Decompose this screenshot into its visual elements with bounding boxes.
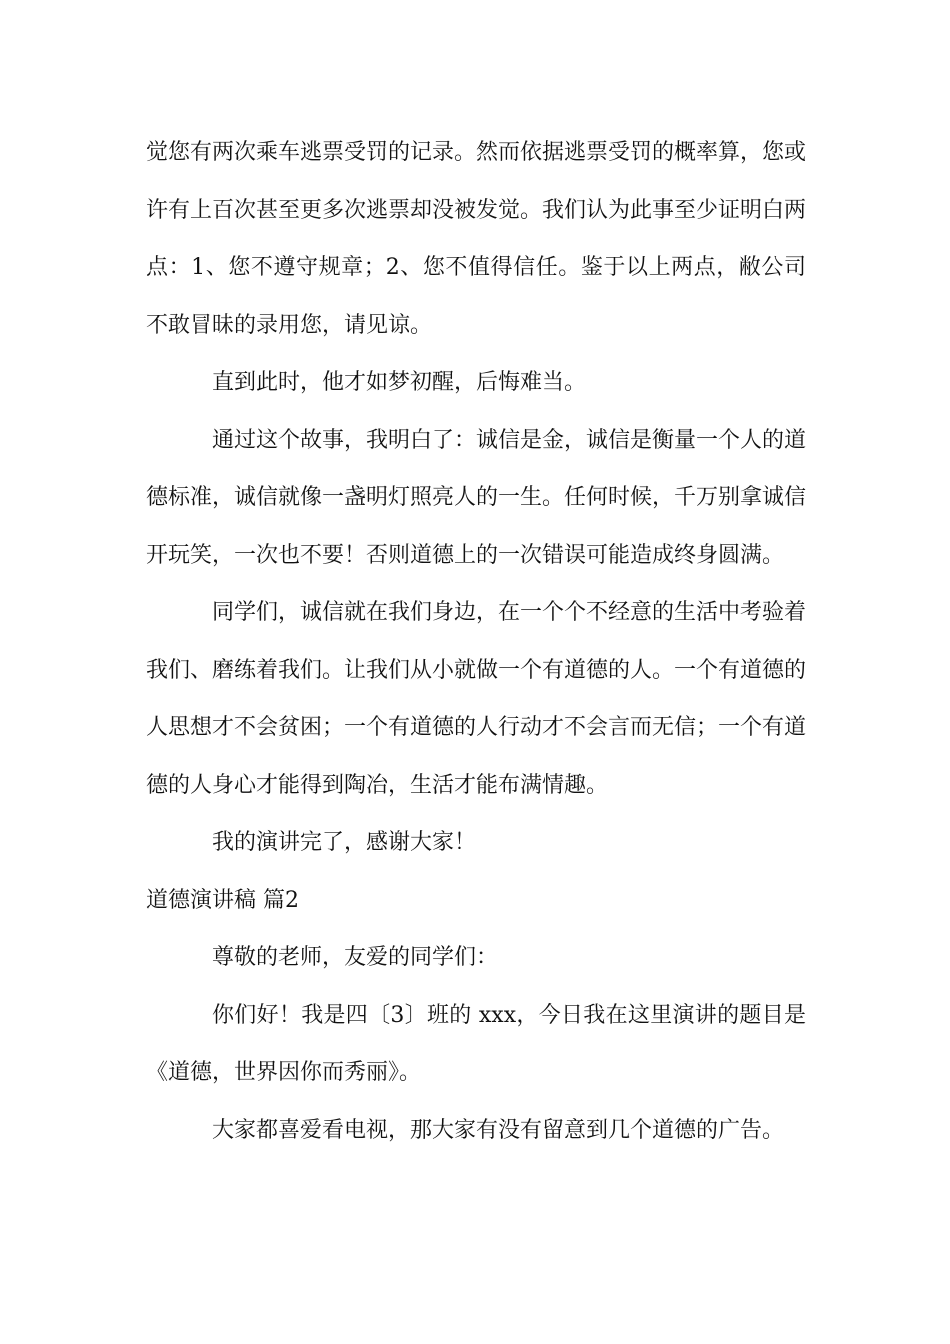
paragraph-lesson: 通过这个故事，我明白了：诚信是金，诚信是衡量一个人的道德标准，诚信就像一盏明灯照亮人的一生。任何时候，千万别拿诚信开玩笑，一次也不要！否则道德上的一次错误可能造成终身圆满。 — [146, 427, 807, 568]
document-body — [146, 124, 806, 1159]
paragraph-regret: 直到此时，他才如梦初醒，后悔难当。 — [212, 370, 587, 395]
paragraph-closing: 我的演讲完了，感谢大家！ — [212, 830, 477, 855]
paragraph-tv-ads: 大家都喜爱看电视，那大家有没有留意到几个道德的广告。 — [212, 1117, 785, 1143]
paragraph-greeting: 尊敬的老师，友爱的同学们： — [212, 945, 499, 970]
paragraph-introduction: 你们好！我是四〔3〕班的 xxx，今日我在这里演讲的题目是《道德，世界因你而秀丽》。 — [146, 1002, 806, 1085]
section-title: 道德演讲稿 篇2 — [146, 887, 299, 913]
paragraph-appeal: 同学们，诚信就在我们身边，在一个个不经意的生活中考验着我们、磨练着我们。让我们从小就做一个有道德的人。一个有道德的人思想才不会贫困；一个有道德的人行动才不会言而无信；一个有道德的人身心才能得到陶冶，生活才能布满情趣。 — [146, 600, 807, 798]
paragraph-story-conclusion: 觉您有两次乘车逃票受罚的记录。然而依据逃票受罚的概率算，您或许有上百次甚至更多次逃票却没被发觉。我们认为此事至少证明白两点：1、您不遵守规章；2、您不值得信任。鉴于以上两点，敝公司不敢冒昧的录用您，请见谅。 — [146, 140, 807, 338]
